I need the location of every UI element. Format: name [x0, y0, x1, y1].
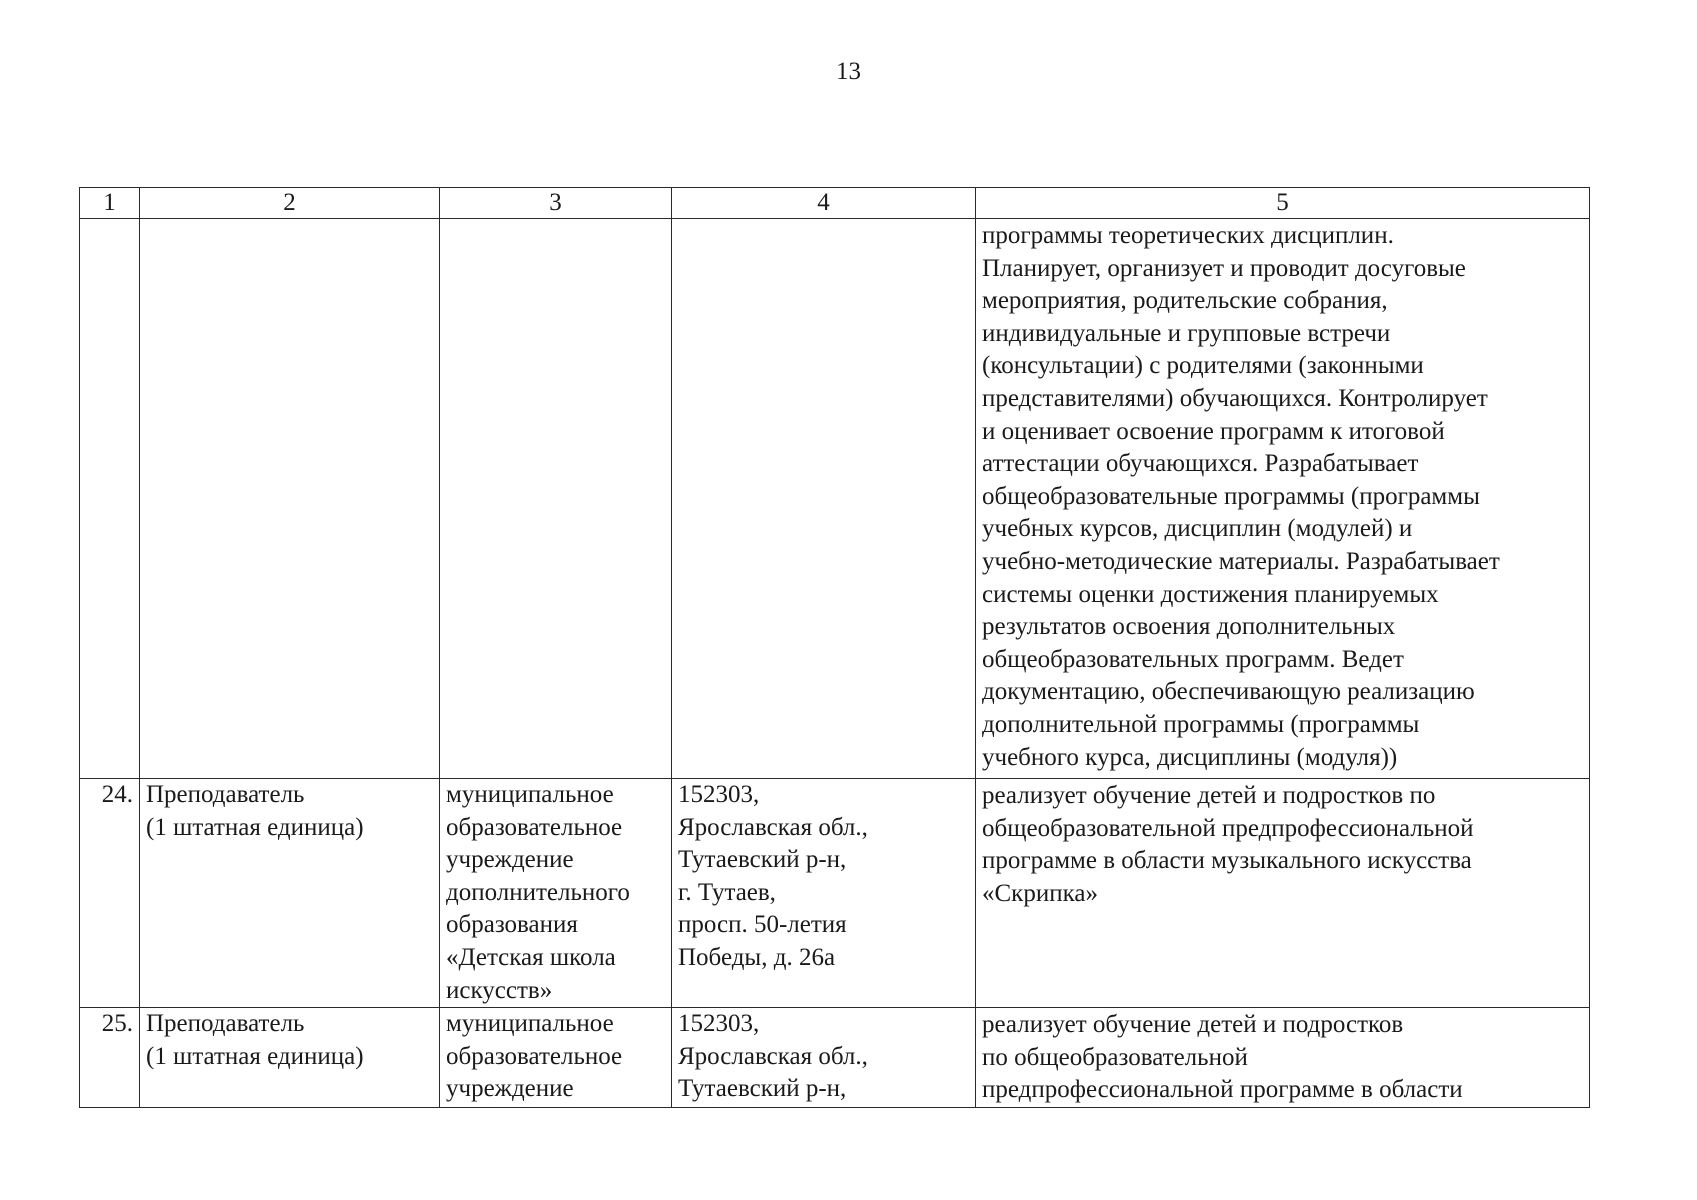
- vacancy-table-container: [79, 187, 1589, 1108]
- description-cell: [976, 219, 1590, 779]
- position-cell: [140, 779, 440, 1008]
- column-number: 3: [440, 188, 672, 219]
- row-number: 25.: [101, 1010, 133, 1038]
- position-cell: [140, 1008, 440, 1108]
- row-number-cell: [80, 219, 140, 779]
- description-cell: [976, 779, 1590, 1008]
- table-row: [80, 219, 1590, 779]
- address-cell: [672, 779, 976, 1008]
- address-cell: [672, 1008, 976, 1108]
- position-cell: [140, 219, 440, 779]
- address-cell: [672, 219, 976, 779]
- organization-cell: [440, 219, 672, 779]
- column-number: 2: [140, 188, 440, 219]
- column-number: 5: [976, 188, 1590, 219]
- description-text: реализует обучение детей и подростков по общеобразовательной предпрофессиональной программе в области музыкального искусства «Скрипка»: [982, 782, 1474, 907]
- organization-cell: [440, 779, 672, 1008]
- address-text: 152303, Ярославская обл., Тутаевский р-н,: [678, 1010, 868, 1103]
- organization-cell: [440, 1008, 672, 1108]
- description-text: программы теоретических дисциплин. Планирует, организует и проводит досуговые мероприятия, родительские собрания, индивидуальные и групповые встречи (консультации) с родителями (законными представителями) обучающихся. Контролирует и оценивает освоение программ к итоговой аттестации обучающихся. Разрабатывает общеобразовательные программы (программы учебных курсов, дисциплин (модулей) и учебно-методические материалы. Разрабатывает системы оценки достижения планируемых результатов освоения дополнительных общеобразовательных программ. Ведет документацию, обеспечивающую реализацию дополнительной программы (программы учебного курса, дисциплины (модуля)): [982, 222, 1500, 771]
- position-text: Преподаватель (1 штатная единица): [146, 1010, 364, 1070]
- row-number-cell: [80, 1008, 140, 1108]
- page-number: 13: [836, 58, 861, 85]
- column-number-row: [80, 188, 1590, 219]
- row-number: 24.: [101, 781, 133, 808]
- position-text: Преподаватель (1 штатная единица): [146, 781, 364, 841]
- column-number: 1: [80, 188, 140, 219]
- table-row: [80, 1008, 1590, 1108]
- address-text: 152303, Ярославская обл., Тутаевский р-н, г. Тутаев, просп. 50-летия Победы, д. 26а: [678, 781, 868, 971]
- description-text: реализует обучение детей и подростков по общеобразовательной предпрофессиональной программе в области: [982, 1011, 1463, 1104]
- description-cell: [976, 1008, 1590, 1108]
- column-number: 4: [672, 188, 976, 219]
- vacancy-table: [79, 187, 1590, 1108]
- row-number-cell: [80, 779, 140, 1008]
- organization-text: муниципальное образовательное учреждение дополнительного образования «Детская школа искусств»: [446, 781, 630, 1004]
- organization-text: муниципальное образовательное учреждение: [446, 1010, 623, 1103]
- table-row: [80, 779, 1590, 1008]
